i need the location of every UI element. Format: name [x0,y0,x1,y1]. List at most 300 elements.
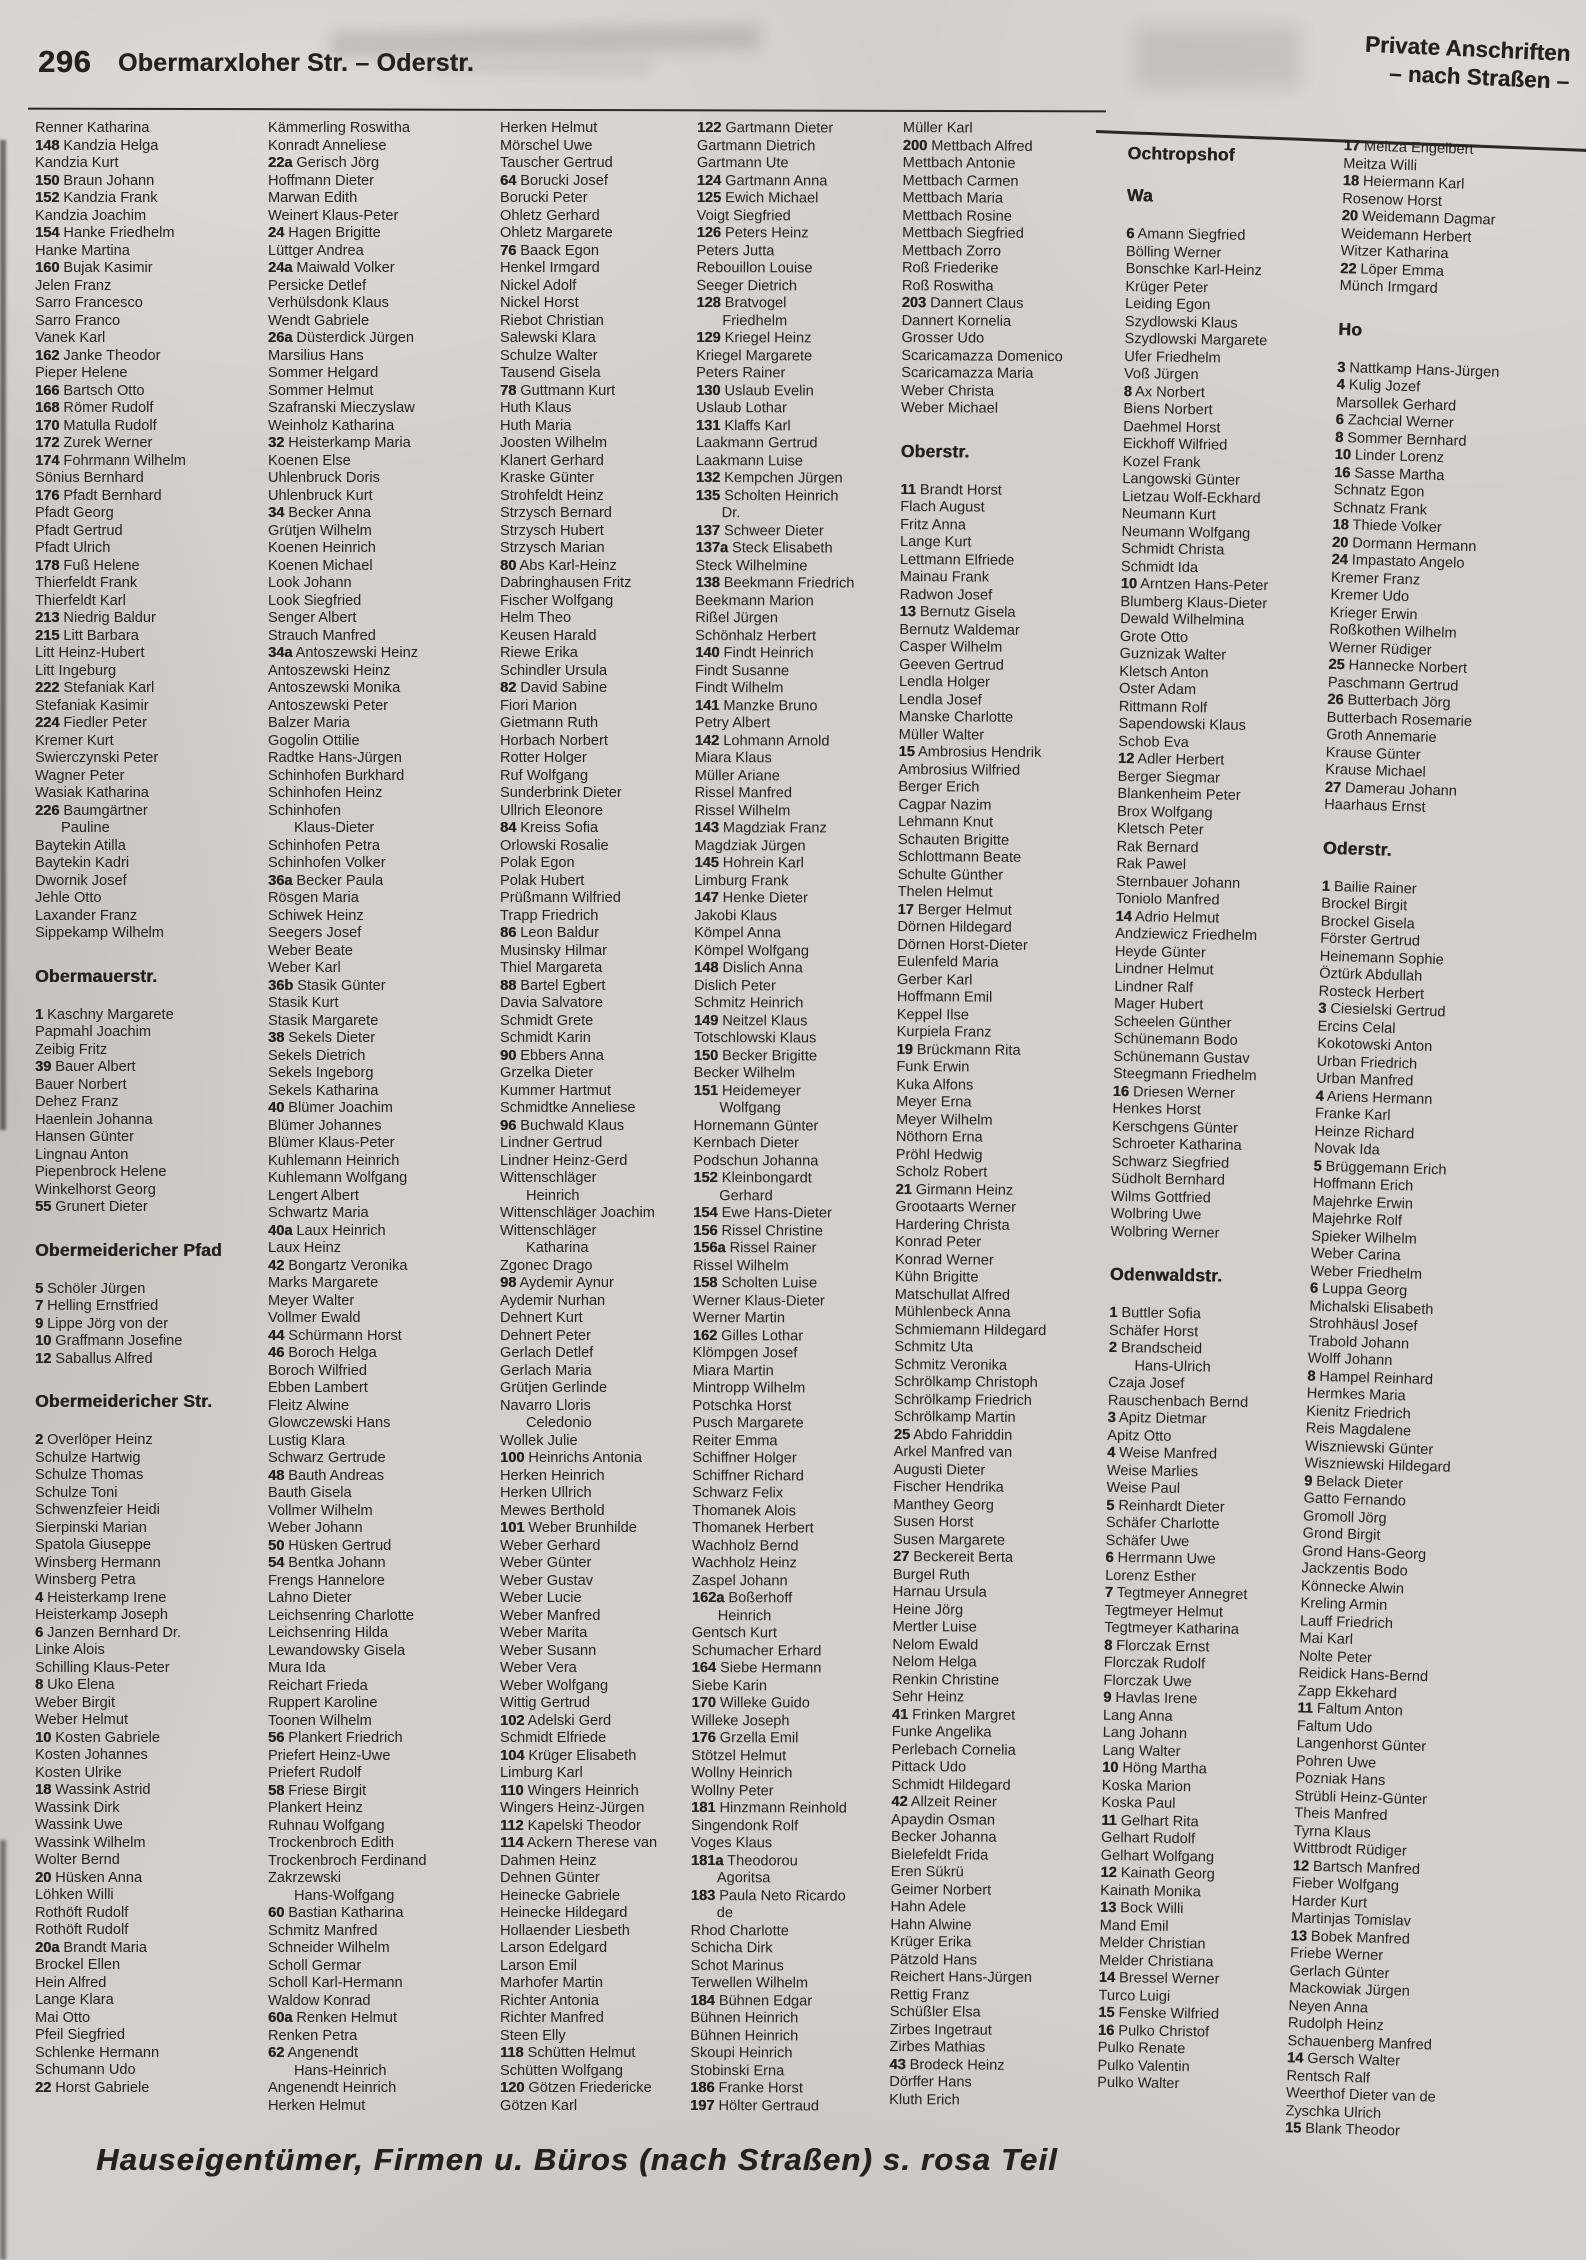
house-number: 60a [268,2010,293,2026]
entry-row: 39 Bauer Albert [35,1059,136,1075]
entry-row: Radtke Hans-Jürgen [268,750,402,766]
entry-row: Aydemir Nurhan [500,1292,606,1309]
entry-row: Zgonec Drago [500,1257,593,1274]
entry-row: Weber Susann [500,1642,597,1659]
entry-row: Schumacher Erhard [691,1642,822,1659]
entry-row: 6 Janzen Bernhard Dr. [35,1624,182,1641]
entry-row: Huth Klaus [500,400,572,416]
entry-row: 46 Boroch Helga [268,1345,377,1361]
entry-row: Schmidt Grete [500,1012,594,1029]
entry-row: 62 Angenendt [268,2045,359,2061]
house-number: 162a [691,1589,725,1607]
entry-row: Hanke Martina [35,242,130,259]
entry-row: 5 Schöler Jürgen [35,1280,146,1297]
entry-row: Löhken Willi [35,1887,114,1903]
entry-row: Thomanek Alois [692,1502,797,1519]
entry-row: Casper Wilhelm [899,638,1003,656]
entry-row: Burgel Ruth [892,1566,970,1584]
entry-row: Mühlenbeck Anna [894,1303,1011,1321]
entry-row: Steen Elly [500,2027,566,2044]
entry-row: Hoffmann Dieter [268,172,374,189]
entry-row: Grote Otto [1119,628,1189,646]
entry-row: Scheelen Günther [1113,1013,1232,1032]
entry-row: 101 Weber Brunhilde [500,1520,637,1536]
entry-row: Polak Hubert [500,872,585,889]
entry-row: 20 Dormann Hermann [1331,534,1477,555]
entry-row: Pulko Walter [1097,2074,1180,2093]
entry-row: Götzen Karl [500,2097,578,2114]
entry-row: Szafranski Mieczyslaw [268,400,415,416]
house-number: 55 [35,1199,52,1215]
entry-row: Neyen Anna [1288,1997,1369,2017]
house-number: 78 [500,382,517,399]
house-number: 150 [693,1047,719,1064]
entry-row: 48 Bauth Andreas [268,1467,385,1484]
entry-row: Berger Siegmar [1117,768,1221,787]
house-number: 176 [35,487,60,504]
entry-row: Rösgen Maria [268,890,359,906]
entry-row: 3 Apitz Dietmar [1107,1409,1207,1428]
house-number: 172 [35,435,60,451]
entry-row: Weber Gerhard [500,1537,601,1554]
entry-row: 102 Adelski Gerd [500,1712,612,1729]
entry-row: Weber Lucie [500,1590,582,1606]
entry-row: Müller Ariane [694,767,780,784]
entry-row: Bölling Werner [1125,243,1222,261]
house-number: 126 [696,224,721,242]
entry-row: Koenen Heinrich [268,540,376,556]
entry-row: Swierczynski Peter [35,750,159,766]
entry-row: Pfeil Siegfried [35,2027,126,2043]
entry-row: Schneider Wilhelm [268,1940,390,1956]
house-number: 122 [696,120,722,137]
entry-row-continuation: Klaus-Dieter [294,820,375,836]
entry-row: Kriegel Margarete [696,347,813,364]
entry-row: 6 Luppa Georg [1309,1280,1408,1300]
entry-row: Schiffner Richard [692,1467,804,1484]
entry-row: 148 Dislich Anna [694,959,803,977]
entry-row: Rißel Jürgen [695,609,779,627]
house-number: 104 [500,1747,525,1764]
entry-row: Marsilius Hans [268,347,364,364]
entry-row-continuation: Celedonio [526,1415,592,1431]
entry-row: Augusti Dieter [893,1461,986,1479]
house-number: 129 [696,329,721,347]
entry-row: Rak Pawel [1116,855,1187,874]
entry-row: Schäfer Uwe [1105,1532,1190,1550]
entry-row: Sarro Franco [35,312,121,329]
entry-row: Fritz Anna [900,516,966,533]
street-heading: Obermeidericher Pfad [35,1239,222,1260]
entry-row: Renkin Christine [892,1671,1000,1689]
entry-row: Laux Heinz [268,1240,342,1256]
entry-row: Bauth Gisela [268,1485,352,1501]
house-number: 24 [1331,551,1348,569]
entry-row: Schönhalz Herbert [695,627,817,644]
entry-row: Kömpel Wolfgang [694,942,810,959]
house-number: 6 [1309,1280,1319,1297]
house-number: 58 [268,1782,285,1799]
entry-row: Beekmann Marion [695,592,814,609]
entry-row: Dörnen Horst-Dieter [897,936,1028,954]
entry-row: Müller Karl [902,120,973,137]
house-number: 118 [500,2045,524,2061]
entry-row: 8 Ax Norbert [1123,383,1205,401]
entry-row: Schäfer Horst [1108,1322,1199,1340]
entry-row: Stötzel Helmut [691,1747,787,1764]
entry-row: Rissel Wilhelm [694,802,791,819]
entry-row: Konrad Peter [895,1233,982,1251]
entry-row: Pittack Udo [891,1758,967,1776]
house-number: 11 [1101,1812,1117,1829]
entry-row: Kletsch Anton [1119,663,1209,681]
entry-row: Navarro Lloris [500,1397,591,1414]
house-number: 148 [694,959,719,977]
entry-row: 22 Löper Emma [1339,260,1445,280]
entry-row: Pulko Valentin [1097,2057,1190,2075]
entry-row: Wollek Julie [500,1432,578,1449]
entry-row: Dabringhausen Fritz [500,575,632,591]
entry-row: Richter Antonia [500,1992,599,2009]
entry-row: Lange Klara [35,1992,114,2008]
entry-row: Steck Wilhelmine [695,557,808,574]
entry-row-continuation: Friedhelm [722,312,788,329]
entry-row: Prüßmann Wilfried [500,890,621,906]
house-number: 98 [500,1275,517,1291]
street-heading: Odenwaldstr. [1109,1263,1223,1286]
entry-row: Kurpiela Franz [896,1023,992,1041]
entry-row: Urban Friedrich [1316,1053,1418,1073]
entry-row: 224 Fiedler Peter [35,715,147,731]
entry-row: Toniolo Manfred [1115,890,1220,909]
house-number: 13 [899,603,916,621]
house-number: 140 [695,644,720,662]
entry-row: 170 Matulla Rudolf [35,417,157,434]
entry-row: Weerthof Dieter van de [1285,2085,1436,2106]
entry-row: 60 Bastian Katharina [268,1905,404,1921]
entry-row: Weinert Klaus-Peter [268,207,399,224]
entry-row: Bühnen Heinrich [690,2009,799,2027]
entry-row: Kosten Johannes [35,1747,148,1763]
entry-row: Heinemann Sophie [1319,948,1445,968]
entry-row: Grzelka Dieter [500,1065,594,1081]
entry-row: Schulze Hartwig [35,1449,141,1466]
entry-row: 16 Sasse Martha [1333,464,1445,484]
entry-row: Pieper Helene [35,365,128,381]
entry-row: Wassink Dirk [35,1799,120,1816]
house-number: 137 [695,522,720,539]
entry-row: Salewski Klara [500,330,596,346]
entry-row: Rotter Holger [500,750,587,766]
entry-row: Zapp Ekkehard [1297,1682,1398,1702]
entry-row: Stasik Kurt [268,995,339,1011]
house-number: 38 [268,1030,285,1046]
entry-row: Magdziak Jürgen [694,837,806,854]
entry-row: Dislich Peter [693,977,776,994]
entry-row: Meyer Walter [268,1292,355,1309]
entry-row: Schindler Ursula [500,662,608,679]
house-number: 5 [1106,1497,1115,1514]
entry-row: Czaja Josef [1108,1374,1185,1393]
entry-row: 200 Mettbach Alfred [902,137,1033,155]
house-number: 25 [893,1426,911,1443]
entry-row: 27 Beckereit Berta [892,1548,1014,1566]
entry-row: 84 Kreiss Sofia [500,820,599,836]
house-number: 2 [1108,1339,1117,1356]
entry-row: Paschmann Gertrud [1327,674,1459,695]
entry-row: Weise Paul [1106,1479,1181,1497]
entry-row: 40a Laux Heinrich [268,1222,386,1239]
entry-row: 152 Kleinbongardt [693,1169,812,1187]
entry-row: 14 Bressel Werner [1098,1969,1220,1988]
entry-row: Manske Charlotte [898,708,1014,726]
house-number: 131 [695,417,721,434]
entry-row: Arkel Manfred van [893,1443,1013,1461]
entry-row-continuation: Heinrich [717,1607,772,1624]
house-number: 8 [1123,383,1132,400]
entry-row: 4 Heisterkamp Irene [35,1589,167,1606]
entry-row: Krüger Peter [1125,278,1209,296]
entry-row: Schinhofen Heinz [268,785,383,801]
house-number: 135 [695,487,721,504]
entry-row: Weber Beate [268,942,353,959]
entry-row: Sönius Bernhard [35,470,144,486]
house-number: 170 [35,417,60,434]
entry-row: 14 Adrio Helmut [1115,908,1220,927]
entry-row: Daehmel Horst [1123,418,1221,436]
entry-row: Antoszewski Heinz [268,662,391,679]
entry-row: 12 Bartsch Manfred [1292,1857,1421,1878]
entry-row: Schmidt Hildegard [891,1776,1011,1794]
entry-row: 32 Heisterkamp Maria [268,435,411,451]
entry-row: Mettbach Zorro [902,242,1002,260]
entry-row: 112 Kapelski Theodor [500,1817,641,1834]
house-number: 101 [500,1520,525,1536]
house-number: 9 [1303,1472,1313,1490]
entry-row: 118 Schütten Helmut [500,2045,636,2061]
house-number: 24a [268,260,293,276]
entry-row: Schob Eva [1118,733,1189,751]
entry-row: Rak Bernard [1116,838,1199,856]
house-number: 96 [500,1117,517,1134]
entry-row: Szydlowski Klaus [1124,313,1238,332]
entry-row: 158 Scholten Luise [692,1274,818,1292]
entry-row: Grütjen Gerlinde [500,1380,608,1396]
house-number: 1 [1321,878,1331,895]
entry-row: Wollny Peter [691,1782,774,1799]
entry-row: Wingers Heinz-Jürgen [500,1800,645,1816]
entry-row: Lindner Helmut [1114,960,1214,979]
entry-row: Trockenbroch Ferdinand [268,1852,427,1869]
entry-row: Susen Horst [893,1513,974,1531]
entry-row: Rosenow Horst [1341,190,1443,210]
entry-row: Schwarz Gertrude [268,1450,386,1466]
entry-row: Pfadt Gertrud [35,522,123,539]
entry-row: Fiori Marion [500,697,578,714]
entry-row: 132 Kempchen Jürgen [695,469,843,487]
entry-row: Jakobi Klaus [694,907,778,924]
entry-row: Lang Walter [1102,1742,1181,1760]
entry-row: Förster Gertrud [1320,930,1421,950]
entry-row: Heinecke Hildegard [500,1905,628,1921]
entry-row: 24 Hagen Brigitte [268,225,381,241]
entry-row: 12 Saballus Alfred [35,1350,153,1367]
entry-row: Majehrke Erwin [1312,1193,1414,1213]
entry-row: Tauscher Gertrud [500,155,613,171]
page-number: 296 [38,44,92,79]
entry-row: Davia Salvatore [500,995,604,1011]
entry-row: Schmidt Ida [1120,558,1199,576]
entry-row: Zyschka Ulrich [1285,2102,1382,2122]
entry-row: 129 Kriegel Heinz [696,329,812,347]
entry-row: 8 Sommer Bernhard [1334,429,1467,450]
entry-row: 5 Brüggemann Erich [1313,1158,1447,1178]
entry-row: Michalski Elisabeth [1309,1297,1434,1318]
entry-row: Mai Karl [1299,1630,1354,1648]
entry-row: 5 Reinhardt Dieter [1106,1497,1225,1516]
entry-row: Mewes Berthold [500,1502,605,1519]
entry-row: Orlowski Rosalie [500,837,609,854]
entry-row: Krause Michael [1325,761,1427,781]
house-number: 20 [1331,534,1349,551]
entry-row: 11 Faltum Anton [1297,1700,1404,1720]
entry-row: 78 Guttmann Kurt [500,382,616,399]
house-number: 148 [35,137,60,154]
entry-row: Haenlein Johanna [35,1111,153,1128]
entry-row: 162 Janke Theodor [35,347,161,364]
entry-row: Henkes Horst [1112,1100,1201,1119]
entry-row: Krüger Erika [890,1933,972,1951]
house-number: 162 [692,1327,718,1344]
entry-row: Schwarz Siegfried [1111,1153,1230,1172]
house-number: 152 [693,1169,718,1187]
house-number: 142 [694,732,720,749]
house-number: 114 [500,1835,524,1851]
entry-row: Ruhnau Wolfgang [268,1817,385,1834]
entry-row: Wiszniewski Hildegard [1304,1455,1451,1476]
entry-row: Nöthorn Erna [895,1128,983,1146]
entry-row: 170 Willeke Guido [691,1694,810,1712]
entry-row: Gartmann Dietrich [696,137,816,154]
entry-row: 20a Brandt Maria [35,1939,147,1956]
entry-row: 16 Pulko Christof [1097,2022,1210,2041]
entry-row: Rentsch Ralf [1286,2067,1371,2087]
entry-row: Hahn Alwine [890,1916,972,1934]
house-number: 20 [1341,207,1359,225]
entry-row: Vanek Karl [35,330,106,346]
entry-row: Funk Erwin [896,1058,970,1076]
entry-row: Reichart Frieda [268,1677,368,1694]
house-number: 145 [694,854,719,872]
entry-row: Lüttger Andrea [268,242,364,259]
entry-row: Bühnen Heinrich [690,2027,799,2044]
entry-row: Berger Erich [898,778,980,796]
entry-row: Nelom Ewald [892,1636,979,1654]
entry-row: Wittbrodt Rüdiger [1293,1840,1407,1860]
entry-row: Rothöft Rudolf [35,1904,129,1921]
house-number: 166 [35,382,60,399]
house-number: 48 [268,1467,285,1484]
entry-row: 124 Gartmann Anna [696,172,828,189]
house-number: 141 [694,697,720,714]
entry-row: Antoszewski Peter [268,697,389,714]
entry-row: Marwan Edith [268,190,358,206]
entry-row: Herken Heinrich [500,1467,605,1484]
entry-row: Lehmann Knut [898,813,994,831]
entry-row: Larson Edelgard [500,1940,608,1956]
entry-row: 10 Arntzen Hans-Peter [1120,575,1269,595]
entry-row: Majehrke Rolf [1311,1210,1403,1230]
entry-row: Lindner Gertrud [500,1135,603,1151]
house-number: 27 [1324,779,1342,796]
entry-row: 138 Beekmann Friedrich [695,574,855,592]
entry-row: 137a Steck Elisabeth [695,539,833,557]
house-number: 18 [1332,516,1349,534]
entry-row: Weber Marita [500,1625,588,1641]
entry-row: Litt Ingeburg [35,662,117,679]
entry-row: Heinze Richard [1314,1123,1415,1143]
entry-row: 122 Gartmann Dieter [696,120,834,137]
entry-row: Miara Martin [692,1362,774,1379]
entry-row: 1 Bailie Rainer [1321,878,1417,897]
entry-row: Sommer Helmut [268,382,374,399]
entry-row: Kremer Udo [1330,586,1410,606]
entry-row: Brockel Ellen [35,1957,121,1973]
entry-row: 9 Havlas Irene [1103,1689,1198,1708]
entry-row: 34a Antoszewski Heinz [268,645,419,661]
entry-row: Schulze Toni [35,1484,118,1501]
entry-row: Kuhlemann Heinrich [268,1152,400,1169]
entry-row: Schmidt Christa [1121,540,1225,559]
entry-row: Melder Christian [1099,1934,1206,1953]
house-number: 4 [1315,1088,1324,1105]
section-label-line1: Private Anschriften [1364,31,1571,66]
entry-row: Scholl Karl-Hermann [268,1975,403,1991]
entry-row: 154 Hanke Friedhelm [35,225,175,241]
entry-row: Seeger Dietrich [696,277,798,294]
house-number: 17 [897,901,914,918]
street-heading: Oderstr. [1322,837,1392,860]
entry-row: 8 Hampel Reinhard [1307,1367,1434,1388]
entry-row: Schauten Brigitte [897,831,1010,849]
entry-row: Lang Anna [1102,1707,1173,1725]
entry-row: Schulze Thomas [35,1467,144,1483]
entry-row: Leiding Egon [1124,295,1211,314]
entry-row: Heine Jörg [892,1601,964,1618]
house-number: 124 [696,172,722,189]
entry-row: Laakmann Luise [695,452,803,469]
entry-row: Blümer Johannes [268,1117,382,1134]
house-number: 8 [35,1677,44,1693]
house-number: 125 [696,189,722,207]
entry-row: Sehr Heinz [891,1688,965,1706]
entry-row: Blankenheim Peter [1117,785,1241,804]
entry-row: 8 Uko Elena [35,1677,115,1693]
entry-row: Flach August [900,498,985,516]
entry-row: Weber Carina [1310,1245,1401,1265]
entry-row: Harder Kurt [1291,1892,1368,1911]
house-number: 178 [35,557,60,574]
entry-row: Gerber Karl [896,971,973,989]
entry-row: Hansen Günter [35,1129,134,1145]
house-number: 176 [691,1729,716,1747]
entry-row: Südholt Bernhard [1111,1170,1226,1189]
entry-row: Grosser Udo [901,329,985,347]
entry-row: 2 Brandscheid [1108,1339,1203,1358]
entry-row: 10 Kosten Gabriele [35,1729,160,1746]
entry-row: Reidick Hans-Bernd [1298,1665,1429,1686]
house-number: 80 [500,557,517,574]
